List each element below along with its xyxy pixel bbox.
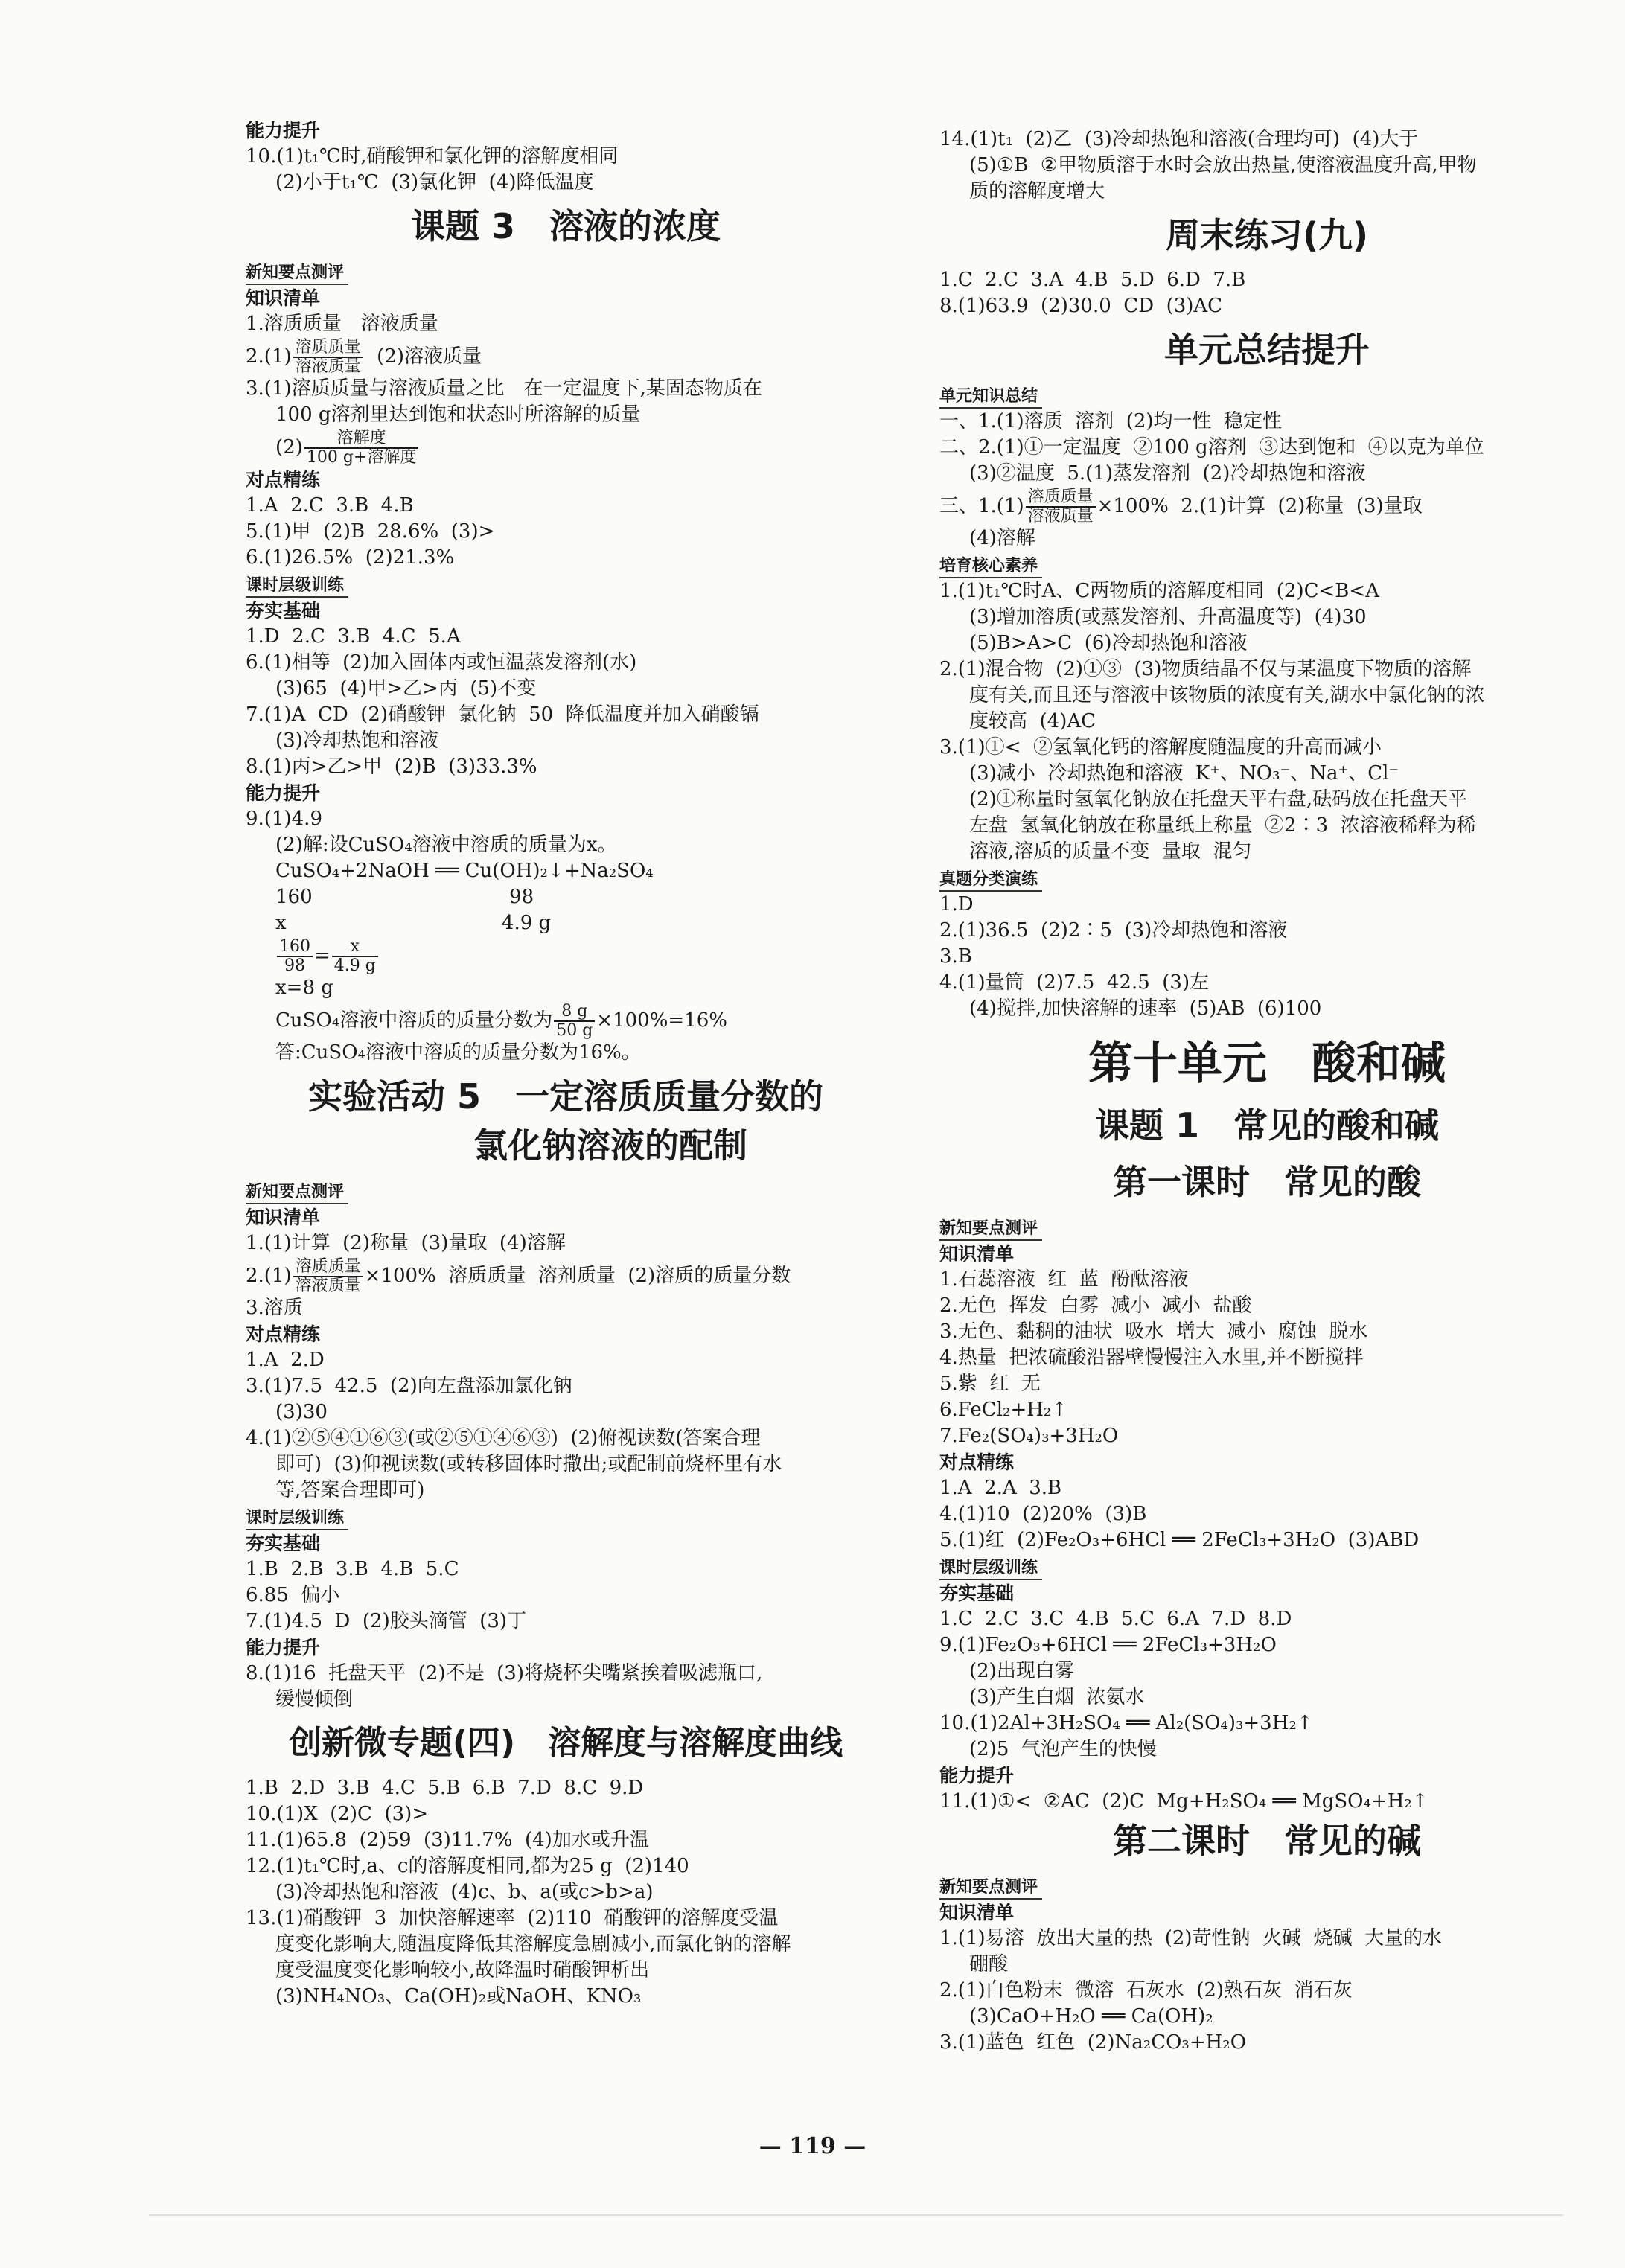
lesson-title: 实验活动 5 一定溶质质量分数的: [307, 1076, 824, 1117]
denominator: 溶液质量: [295, 357, 361, 376]
answer-line: 1.A 2.A 3.B: [939, 1477, 1062, 1499]
answer-line: (4)搅拌,加快溶解的速率 (5)AB (6)100: [969, 997, 1322, 1020]
answer-line: 10.(1)X (2)C (3)>: [246, 1803, 429, 1825]
lesson-title: 创新微专题(四) 溶解度与溶解度曲线: [288, 1724, 843, 1762]
denominator: 溶液质量: [295, 1277, 361, 1295]
lesson-subtitle: 第一课时 常见的酸: [1113, 1162, 1421, 1202]
answer-line: 答:CuSO₄溶液中溶质的质量分数为16%。: [275, 1041, 641, 1064]
answer-line: (2)小于t₁℃ (3)氯化钾 (4)降低温度: [275, 171, 594, 194]
fraction-line: [939, 487, 1594, 526]
section-tag: 能力提升: [246, 120, 321, 141]
answer-line: 7.Fe₂(SO₄)₃+3H₂O: [939, 1425, 1119, 1447]
answer-line: 1.D: [939, 893, 974, 916]
answer-line: 1.(1)易溶 放出大量的热 (2)苛性钠 火碱 烧碱 大量的水: [939, 1927, 1443, 1949]
fraction-line: [246, 1256, 886, 1295]
numerator: 溶质质量: [293, 339, 363, 358]
answer-line: 12.(1)t₁℃时,a、c的溶解度相同,都为25 g (2)140: [246, 1855, 689, 1877]
answer-line: (3)②温度 5.(1)蒸发溶剂 (2)冷却热饱和溶液: [969, 462, 1366, 485]
lesson-subtitle: 第二课时 常见的碱: [1113, 1821, 1421, 1861]
answer-line: 即可) (3)仰视读数(或转移固体时撒出;或配制前烧杯里有水: [275, 1453, 782, 1475]
answer-line: 1.石蕊溶液 红 蓝 酚酞溶液: [939, 1268, 1189, 1291]
answer-line: 4.热量 把浓硫酸沿器壁慢慢注入水里,并不断搅拌: [939, 1347, 1364, 1369]
answer-line: x=8 g: [275, 977, 333, 999]
answer-line: 3.无色、黏稠的油状 吸水 增大 减小 腐蚀 脱水: [939, 1320, 1368, 1343]
numerator: 溶解度: [304, 429, 419, 449]
answer-line: (3)NH₄NO₃、Ca(OH)₂或NaOH、KNO₃: [275, 1985, 642, 2007]
answer-line: (3)冷却热饱和溶液: [275, 729, 438, 752]
fraction: [293, 1258, 363, 1295]
sub-heading: 对点精练: [246, 1323, 321, 1345]
denominator: 50 g: [556, 1021, 593, 1040]
answer-line: 100 g溶剂里达到饱和状态时所溶解的质量: [275, 403, 641, 426]
sub-heading: 能力提升: [246, 1637, 321, 1658]
answer-line: 左盘 氢氧化钠放在称量纸上称量 ②2∶3 浓溶液稀释为稀: [969, 814, 1476, 837]
answer-line: (2)5 气泡产生的快慢: [969, 1738, 1157, 1760]
scan-edge-divider: [149, 2214, 1563, 2216]
text: 三、1.(1): [939, 495, 1024, 517]
section-tag: 培育核心素养: [939, 556, 1042, 578]
text: ×100% 溶质质量 溶剂质量 (2)溶质的质量分数: [364, 1265, 791, 1287]
left-column: [246, 118, 886, 2010]
equation-line: x 4.9 g: [275, 912, 552, 934]
answer-line: 6.(1)相等 (2)加入固体丙或恒温蒸发溶剂(水): [246, 651, 637, 674]
answer-line: 质的溶解度增大: [969, 180, 1105, 202]
answer-line: (2)①称量时氢氧化钠放在托盘天平右盘,砝码放在托盘天平: [969, 788, 1468, 811]
section-tag: 新知要点测评: [939, 1877, 1042, 1900]
answer-line: 度变化影响大,随温度降低其溶解度急剧减小,而氯化钠的溶解: [275, 1933, 791, 1955]
text: ×100% 2.(1)计算 (2)称量 (3)量取: [1096, 495, 1423, 517]
section-tag: 新知要点测评: [246, 1182, 348, 1204]
fraction: [277, 938, 313, 975]
right-column: [939, 127, 1594, 2056]
sub-heading: 能力提升: [939, 1765, 1015, 1786]
answer-line: 1.C 2.C 3.A 4.B 5.D 6.D 7.B: [939, 269, 1246, 291]
answer-line: 8.(1)丙>乙>甲 (2)B (3)33.3%: [246, 756, 537, 778]
sub-heading: 能力提升: [246, 782, 321, 804]
denominator: 溶液质量: [1027, 507, 1094, 526]
answer-line: 3.B: [939, 945, 972, 968]
answer-line: 1.D 2.C 3.B 4.C 5.A: [246, 625, 461, 648]
sub-heading: 对点精练: [246, 469, 321, 491]
numerator: 溶质质量: [1026, 488, 1096, 508]
section-tag: 课时层级训练: [246, 1508, 348, 1530]
text: 2.(1): [246, 1265, 292, 1287]
answer-line: 2.(1)36.5 (2)2∶5 (3)冷却热饱和溶液: [939, 919, 1288, 942]
numerator: 溶质质量: [293, 1258, 363, 1277]
answer-line: 1.B 2.B 3.B 4.B 5.C: [246, 1558, 459, 1580]
answer-line: 3.(1)7.5 42.5 (2)向左盘添加氯化钠: [246, 1375, 572, 1397]
answer-line: 5.紫 红 无: [939, 1373, 1041, 1395]
answer-line: (3)增加溶质(或蒸发溶剂、升高温度等) (4)30: [969, 606, 1367, 628]
answer-line: 2.(1)白色粉末 微溶 石灰水 (2)熟石灰 消石灰: [939, 1979, 1353, 2002]
fraction-line: [246, 1001, 886, 1040]
sub-heading: 夯实基础: [246, 1533, 321, 1554]
fraction: [293, 339, 363, 376]
denominator: 4.9 g: [333, 956, 376, 975]
sub-heading: 知识清单: [939, 1902, 1015, 1923]
answer-line: 10.(1)2Al+3H₂SO₄ ══ Al₂(SO₄)₃+3H₂↑: [939, 1712, 1313, 1734]
answer-line: 8.(1)16 托盘天平 (2)不是 (3)将烧杯尖嘴紧挨着吸滤瓶口,: [246, 1662, 763, 1684]
answer-line: (2)解:设CuSO₄溶液中溶质的质量为x。: [275, 834, 617, 856]
answer-line: (3)产生白烟 浓氨水: [969, 1686, 1145, 1708]
answer-line: (3)CaO+H₂O ══ Ca(OH)₂: [969, 2005, 1213, 2028]
answer-line: 8.(1)63.9 (2)30.0 CD (3)AC: [939, 295, 1223, 317]
answer-line: 9.(1)4.9: [246, 808, 322, 830]
text: 2.(1): [246, 345, 292, 368]
numerator: x: [332, 938, 378, 957]
unit-title: 第十单元 酸和碱: [1088, 1038, 1446, 1090]
answer-line: (5)B>A>C (6)冷却热饱和溶液: [969, 632, 1248, 654]
answer-line: 5.(1)红 (2)Fe₂O₃+6HCl ══ 2FeCl₃+3H₂O (3)ABD: [939, 1529, 1420, 1551]
answer-line: 2.(1)混合物 (2)①③ (3)物质结晶不仅与某温度下物质的溶解: [939, 658, 1472, 680]
answer-line: 硼酸: [969, 1953, 1009, 1975]
answer-line: 缓慢倾倒: [275, 1688, 354, 1710]
answer-line: 2.无色 挥发 白雾 减小 减小 盐酸: [939, 1294, 1252, 1317]
answer-line: 1.溶质质量 溶液质量: [246, 313, 438, 335]
answer-line: 度受温度变化影响较小,故降温时硝酸钾析出: [275, 1959, 650, 1981]
answer-line: 5.(1)甲 (2)B 28.6% (3)>: [246, 520, 495, 543]
equation-line: CuSO₄+2NaOH ══ Cu(OH)₂↓+Na₂SO₄: [275, 860, 654, 882]
answer-line: 1.A 2.C 3.B 4.B: [246, 494, 414, 517]
sub-heading: 对点精练: [939, 1451, 1015, 1473]
answer-line: 一、1.(1)溶质 溶剂 (2)均一性 稳定性: [939, 410, 1283, 432]
section-tag: 新知要点测评: [939, 1218, 1042, 1241]
denominator: 98: [284, 956, 305, 975]
answer-line: (3)减小 冷却热饱和溶液 K⁺、NO₃⁻、Na⁺、Cl⁻: [969, 762, 1399, 785]
answer-line: 1.(1)计算 (2)称量 (3)量取 (4)溶解: [246, 1232, 566, 1254]
section-tag: 课时层级训练: [246, 575, 348, 598]
section-tag: 单元知识总结: [939, 386, 1042, 409]
fraction-line: [246, 337, 886, 376]
fraction: [1026, 488, 1096, 526]
section-tag: 真题分类演练: [939, 869, 1042, 892]
answer-line: (2)出现白雾: [969, 1660, 1074, 1682]
answer-line: 10.(1)t₁℃时,硝酸钾和氯化钾的溶解度相同: [246, 145, 619, 167]
answer-line: 6.85 偏小: [246, 1584, 340, 1606]
answer-line: 14.(1)t₁ (2)乙 (3)冷却热饱和溶液(合理均可) (4)大于: [939, 128, 1419, 150]
answer-line: (3)65 (4)甲>乙>丙 (5)不变: [275, 677, 537, 700]
answer-line: 溶液,溶质的质量不变 量取 混匀: [969, 840, 1252, 863]
numerator: 8 g: [554, 1003, 595, 1022]
text: =: [314, 945, 331, 967]
page-number: — 119 —: [759, 2133, 866, 2159]
answer-line: 13.(1)硝酸钾 3 加快溶解速率 (2)110 硝酸钾的溶解度受温: [246, 1907, 779, 1929]
lesson-title: 氯化钠溶液的配制: [473, 1125, 747, 1166]
answer-line: 4.(1)10 (2)20% (3)B: [939, 1503, 1147, 1525]
answer-line: 6.FeCl₂+H₂↑: [939, 1399, 1068, 1421]
answer-line: 11.(1)①< ②AC (2)C Mg+H₂SO₄ ══ MgSO₄+H₂↑: [939, 1790, 1428, 1812]
answer-line: 7.(1)A CD (2)硝酸钾 氯化钠 50 降低温度并加入硝酸镉: [246, 703, 759, 726]
answer-line: 1.B 2.D 3.B 4.C 5.B 6.B 7.D 8.C 9.D: [246, 1777, 644, 1799]
answer-line: (3)30: [275, 1401, 328, 1423]
answer-line: 9.(1)Fe₂O₃+6HCl ══ 2FeCl₃+3H₂O: [939, 1634, 1277, 1656]
text: (2): [275, 436, 303, 459]
answer-line: 7.(1)4.5 D (2)胶头滴管 (3)丁: [246, 1610, 527, 1632]
fraction: [332, 938, 378, 975]
answer-line: (3)冷却热饱和溶液 (4)c、b、a(或c>b>a): [275, 1881, 654, 1903]
answer-line: 11.(1)65.8 (2)59 (3)11.7% (4)加水或升温: [246, 1829, 649, 1851]
lesson-title: 课题 3 溶液的浓度: [410, 206, 721, 246]
sub-heading: 知识清单: [246, 287, 321, 309]
answer-line: 1.C 2.C 3.C 4.B 5.C 6.A 7.D 8.D: [939, 1608, 1292, 1630]
fraction: [554, 1003, 595, 1040]
answer-line: 1.(1)t₁℃时A、C两物质的溶解度相同 (2)C<B<A: [939, 580, 1379, 602]
lesson-title: 课题 1 常见的酸和碱: [1094, 1105, 1440, 1146]
answer-line: 6.(1)26.5% (2)21.3%: [246, 546, 455, 569]
lesson-title: 周末练习(九): [1165, 215, 1369, 255]
sub-heading: 夯实基础: [939, 1582, 1015, 1604]
answer-line: 3.(1)溶质质量与溶液质量之比 在一定温度下,某固态物质在: [246, 377, 762, 400]
equation-line: 160 98: [275, 886, 534, 908]
sub-heading: 知识清单: [246, 1207, 321, 1228]
answer-line: (5)①B ②甲物质溶于水时会放出热量,使溶液温度升高,甲物: [969, 154, 1477, 176]
answer-line: 度较高 (4)AC: [969, 710, 1096, 732]
answer-line: 4.(1)量筒 (2)7.5 42.5 (3)左: [939, 971, 1210, 994]
answer-line: 二、2.(1)①一定温度 ②100 g溶剂 ③达到饱和 ④以克为单位: [939, 436, 1484, 459]
answer-line: 3.(1)蓝色 红色 (2)Na₂CO₃+H₂O: [939, 2031, 1247, 2054]
text: ×100%=16%: [596, 1009, 727, 1032]
answer-line: 3.溶质: [246, 1297, 303, 1319]
section-tag: 课时层级训练: [939, 1558, 1042, 1580]
fraction-line: [246, 936, 886, 975]
fraction-line: [246, 428, 886, 467]
answer-line: 4.(1)②⑤④①⑥③(或②⑤①④⑥③) (2)俯视读数(答案合理: [246, 1427, 761, 1449]
numerator: 160: [277, 938, 313, 957]
lesson-title: 单元总结提升: [1164, 330, 1370, 370]
text: (2)溶液质量: [364, 345, 482, 368]
fraction: [304, 429, 419, 467]
answer-line: 3.(1)①< ②氢氧化钙的溶解度随温度的升高而减小: [939, 736, 1382, 758]
answer-line: 度有关,而且还与溶液中该物质的浓度有关,湖水中氯化钠的浓: [969, 684, 1485, 706]
answer-line: 1.A 2.D: [246, 1349, 325, 1371]
text: CuSO₄溶液中溶质的质量分数为: [275, 1009, 553, 1032]
answer-line: 等,答案合理即可): [275, 1479, 425, 1501]
denominator: 100 g+溶解度: [306, 448, 417, 467]
section-tag: 新知要点测评: [246, 263, 348, 285]
sub-heading: 知识清单: [939, 1243, 1015, 1265]
sub-heading: 夯实基础: [246, 600, 321, 622]
answer-line: (4)溶解: [969, 527, 1035, 549]
